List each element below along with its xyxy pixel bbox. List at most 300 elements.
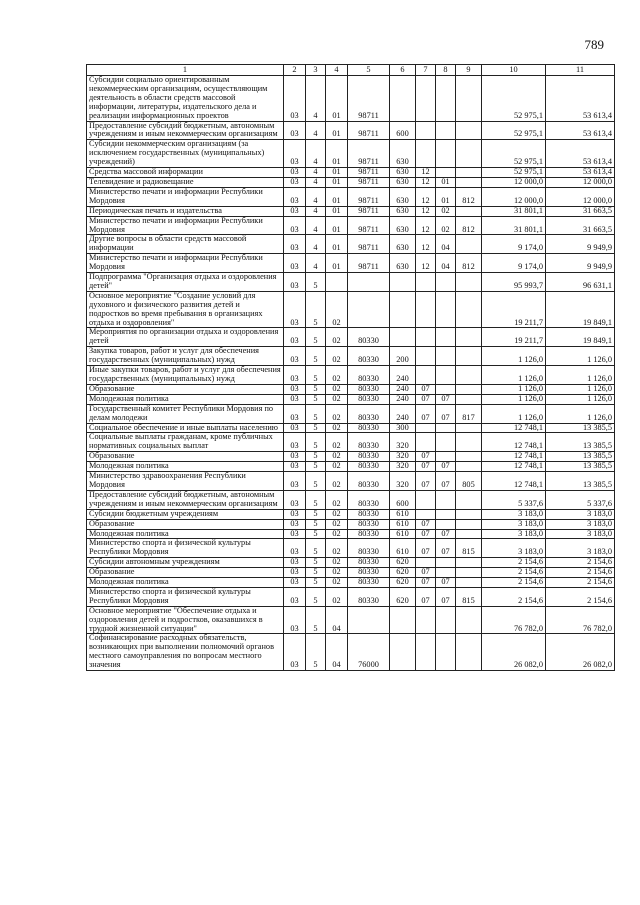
table-body <box>87 76 615 671</box>
code-section-cell <box>416 328 436 347</box>
code-event-cell: 01 <box>326 76 348 122</box>
code-expense-type-cell: 620 <box>390 578 416 588</box>
code-direction-cell: 80330 <box>348 587 390 606</box>
code-ministry-cell <box>456 394 482 404</box>
amount-year-1-cell: 12 748,1 <box>482 433 546 452</box>
code-subsection-cell <box>436 568 456 578</box>
code-expense-type-cell: 630 <box>390 168 416 178</box>
amount-year-1-cell: 19 211,7 <box>482 291 546 328</box>
code-expense-type-cell: 610 <box>390 539 416 558</box>
code-expense-type-cell: 320 <box>390 462 416 472</box>
code-program-cell: 03 <box>284 423 306 433</box>
code-subprogram-cell: 5 <box>306 384 326 394</box>
amount-year-1-cell: 5 337,6 <box>482 490 546 509</box>
code-ministry-cell <box>456 452 482 462</box>
table-row <box>87 394 615 404</box>
code-direction-cell: 80330 <box>348 452 390 462</box>
row-name-cell: Телевидение и радиовещание <box>87 177 284 187</box>
amount-year-2-cell: 53 613,4 <box>546 168 615 178</box>
code-subsection-cell: 07 <box>436 472 456 491</box>
code-event-cell: 02 <box>326 404 348 423</box>
code-program-cell: 03 <box>284 634 306 671</box>
code-expense-type-cell: 600 <box>390 490 416 509</box>
amount-year-1-cell: 3 183,0 <box>482 529 546 539</box>
code-subprogram-cell: 4 <box>306 76 326 122</box>
code-ministry-cell <box>456 328 482 347</box>
code-expense-type-cell: 630 <box>390 140 416 168</box>
code-ministry-cell <box>456 509 482 519</box>
code-expense-type-cell: 620 <box>390 558 416 568</box>
code-section-cell: 12 <box>416 254 436 273</box>
column-header: 1 <box>87 65 284 76</box>
code-event-cell: 02 <box>326 472 348 491</box>
amount-year-1-cell: 1 126,0 <box>482 394 546 404</box>
row-name-cell: Образование <box>87 519 284 529</box>
code-expense-type-cell: 240 <box>390 366 416 385</box>
code-event-cell: 02 <box>326 394 348 404</box>
code-direction-cell <box>348 606 390 634</box>
code-subprogram-cell: 5 <box>306 347 326 366</box>
code-expense-type-cell: 630 <box>390 216 416 235</box>
code-direction-cell: 80330 <box>348 539 390 558</box>
code-direction-cell: 98711 <box>348 168 390 178</box>
table-row <box>87 634 615 671</box>
column-header: 9 <box>456 65 482 76</box>
amount-year-2-cell: 3 183,0 <box>546 529 615 539</box>
code-expense-type-cell: 620 <box>390 568 416 578</box>
page-number: 789 <box>584 37 604 52</box>
table-row <box>87 519 615 529</box>
amount-year-2-cell: 13 385,5 <box>546 462 615 472</box>
code-subprogram-cell: 4 <box>306 216 326 235</box>
code-subprogram-cell: 5 <box>306 568 326 578</box>
table-row <box>87 216 615 235</box>
code-ministry-cell <box>456 206 482 216</box>
row-name-cell: Министерство печати и информации Республики Мордовия <box>87 254 284 273</box>
code-subprogram-cell: 5 <box>306 452 326 462</box>
amount-year-2-cell: 9 949,9 <box>546 254 615 273</box>
code-direction-cell <box>348 291 390 328</box>
code-section-cell: 07 <box>416 568 436 578</box>
amount-year-1-cell: 12 748,1 <box>482 462 546 472</box>
amount-year-1-cell: 12 000,0 <box>482 177 546 187</box>
code-section-cell <box>416 76 436 122</box>
code-section-cell: 07 <box>416 384 436 394</box>
amount-year-2-cell: 13 385,5 <box>546 433 615 452</box>
code-event-cell: 02 <box>326 509 348 519</box>
code-ministry-cell <box>456 634 482 671</box>
code-expense-type-cell: 630 <box>390 177 416 187</box>
amount-year-1-cell: 1 126,0 <box>482 366 546 385</box>
amount-year-2-cell: 76 782,0 <box>546 606 615 634</box>
column-header: 8 <box>436 65 456 76</box>
code-program-cell: 03 <box>284 328 306 347</box>
code-subsection-cell: 07 <box>436 404 456 423</box>
amount-year-2-cell: 3 183,0 <box>546 519 615 529</box>
code-direction-cell: 98711 <box>348 216 390 235</box>
code-section-cell <box>416 433 436 452</box>
code-subprogram-cell: 5 <box>306 529 326 539</box>
amount-year-2-cell: 53 613,4 <box>546 121 615 140</box>
code-ministry-cell: 817 <box>456 404 482 423</box>
code-subprogram-cell: 5 <box>306 423 326 433</box>
code-subsection-cell <box>436 121 456 140</box>
code-program-cell: 03 <box>284 347 306 366</box>
table-row <box>87 558 615 568</box>
amount-year-2-cell: 3 183,0 <box>546 509 615 519</box>
row-name-cell: Подпрограмма "Организация отдыха и оздоровления детей" <box>87 273 284 292</box>
row-name-cell: Основное мероприятие "Создание условий для духовного и физического развития детей и подростков во время пребывания в организациях отдыха и оздоровления" <box>87 291 284 328</box>
code-ministry-cell <box>456 347 482 366</box>
amount-year-2-cell: 31 663,5 <box>546 206 615 216</box>
amount-year-1-cell: 52 975,1 <box>482 140 546 168</box>
amount-year-2-cell: 26 082,0 <box>546 634 615 671</box>
code-subsection-cell: 07 <box>436 529 456 539</box>
code-program-cell: 03 <box>284 384 306 394</box>
amount-year-2-cell: 31 663,5 <box>546 216 615 235</box>
table-row <box>87 509 615 519</box>
code-event-cell: 01 <box>326 254 348 273</box>
code-event-cell: 02 <box>326 328 348 347</box>
code-subsection-cell <box>436 509 456 519</box>
code-subprogram-cell: 5 <box>306 433 326 452</box>
code-event-cell <box>326 273 348 292</box>
row-name-cell: Молодежная политика <box>87 462 284 472</box>
table-row <box>87 529 615 539</box>
code-subprogram-cell: 5 <box>306 519 326 529</box>
code-program-cell: 03 <box>284 216 306 235</box>
amount-year-2-cell: 3 183,0 <box>546 539 615 558</box>
code-section-cell <box>416 606 436 634</box>
code-expense-type-cell: 240 <box>390 384 416 394</box>
code-subsection-cell: 02 <box>436 206 456 216</box>
code-expense-type-cell <box>390 328 416 347</box>
code-program-cell: 03 <box>284 404 306 423</box>
code-subsection-cell: 01 <box>436 187 456 206</box>
column-header: 5 <box>348 65 390 76</box>
code-ministry-cell <box>456 140 482 168</box>
column-header: 7 <box>416 65 436 76</box>
code-ministry-cell <box>456 519 482 529</box>
table-row <box>87 384 615 394</box>
code-expense-type-cell: 320 <box>390 452 416 462</box>
code-ministry-cell <box>456 177 482 187</box>
code-expense-type-cell: 630 <box>390 254 416 273</box>
row-name-cell: Субсидии некоммерческим организациям (за исключением государственных (муниципальных) учреждений) <box>87 140 284 168</box>
code-ministry-cell <box>456 423 482 433</box>
code-event-cell: 02 <box>326 578 348 588</box>
amount-year-1-cell: 31 801,1 <box>482 216 546 235</box>
code-direction-cell: 80330 <box>348 347 390 366</box>
code-subsection-cell: 02 <box>436 216 456 235</box>
table-row <box>87 404 615 423</box>
amount-year-2-cell: 1 126,0 <box>546 347 615 366</box>
row-name-cell: Софинансирование расходных обязательств, возникающих при выполнении полномочий органов местного самоуправления по вопросам местного значения <box>87 634 284 671</box>
table-row <box>87 433 615 452</box>
code-ministry-cell <box>456 578 482 588</box>
amount-year-2-cell: 13 385,5 <box>546 472 615 491</box>
amount-year-1-cell: 95 993,7 <box>482 273 546 292</box>
code-program-cell: 03 <box>284 529 306 539</box>
amount-year-2-cell: 96 631,1 <box>546 273 615 292</box>
code-ministry-cell <box>456 529 482 539</box>
code-expense-type-cell: 630 <box>390 187 416 206</box>
code-section-cell: 07 <box>416 394 436 404</box>
code-program-cell: 03 <box>284 490 306 509</box>
code-event-cell: 02 <box>326 366 348 385</box>
amount-year-1-cell: 1 126,0 <box>482 404 546 423</box>
row-name-cell: Министерство печати и информации Республики Мордовия <box>87 216 284 235</box>
code-expense-type-cell: 300 <box>390 423 416 433</box>
code-subsection-cell <box>436 76 456 122</box>
column-header: 3 <box>306 65 326 76</box>
amount-year-1-cell: 2 154,6 <box>482 578 546 588</box>
budget-table <box>86 64 615 671</box>
code-event-cell: 01 <box>326 216 348 235</box>
code-program-cell: 03 <box>284 452 306 462</box>
code-section-cell: 07 <box>416 578 436 588</box>
code-event-cell: 02 <box>326 462 348 472</box>
code-program-cell: 03 <box>284 235 306 254</box>
code-expense-type-cell: 240 <box>390 404 416 423</box>
amount-year-2-cell: 53 613,4 <box>546 76 615 122</box>
code-section-cell: 07 <box>416 404 436 423</box>
code-event-cell: 01 <box>326 206 348 216</box>
column-header: 6 <box>390 65 416 76</box>
code-event-cell: 02 <box>326 490 348 509</box>
code-subprogram-cell: 5 <box>306 366 326 385</box>
code-expense-type-cell: 610 <box>390 529 416 539</box>
code-subprogram-cell: 5 <box>306 634 326 671</box>
column-header: 2 <box>284 65 306 76</box>
code-expense-type-cell: 630 <box>390 206 416 216</box>
amount-year-1-cell: 2 154,6 <box>482 568 546 578</box>
code-section-cell: 12 <box>416 216 436 235</box>
code-subprogram-cell: 5 <box>306 273 326 292</box>
code-program-cell: 03 <box>284 394 306 404</box>
code-program-cell: 03 <box>284 462 306 472</box>
code-ministry-cell <box>456 235 482 254</box>
code-direction-cell: 98711 <box>348 187 390 206</box>
code-event-cell: 02 <box>326 423 348 433</box>
code-program-cell: 03 <box>284 121 306 140</box>
table-row <box>87 452 615 462</box>
table-row <box>87 490 615 509</box>
code-direction-cell: 80330 <box>348 384 390 394</box>
row-name-cell: Средства массовой информации <box>87 168 284 178</box>
code-section-cell <box>416 509 436 519</box>
code-direction-cell: 98711 <box>348 177 390 187</box>
code-subsection-cell <box>436 452 456 462</box>
code-ministry-cell <box>456 121 482 140</box>
code-direction-cell: 80330 <box>348 433 390 452</box>
code-direction-cell: 80330 <box>348 394 390 404</box>
code-program-cell: 03 <box>284 206 306 216</box>
code-section-cell <box>416 366 436 385</box>
code-event-cell: 02 <box>326 519 348 529</box>
row-name-cell: Молодежная политика <box>87 394 284 404</box>
amount-year-1-cell: 3 183,0 <box>482 519 546 529</box>
code-event-cell: 01 <box>326 121 348 140</box>
code-direction-cell: 80330 <box>348 568 390 578</box>
code-ministry-cell <box>456 384 482 394</box>
table-row <box>87 423 615 433</box>
code-direction-cell: 98711 <box>348 235 390 254</box>
code-section-cell <box>416 121 436 140</box>
code-event-cell: 01 <box>326 235 348 254</box>
amount-year-1-cell: 52 975,1 <box>482 76 546 122</box>
amount-year-2-cell: 13 385,5 <box>546 423 615 433</box>
code-subprogram-cell: 5 <box>306 404 326 423</box>
code-section-cell: 12 <box>416 187 436 206</box>
code-subsection-cell <box>436 423 456 433</box>
amount-year-2-cell: 2 154,6 <box>546 587 615 606</box>
code-expense-type-cell: 630 <box>390 235 416 254</box>
code-section-cell <box>416 140 436 168</box>
table-row <box>87 328 615 347</box>
code-section-cell <box>416 558 436 568</box>
code-ministry-cell <box>456 433 482 452</box>
code-subsection-cell: 01 <box>436 177 456 187</box>
code-expense-type-cell <box>390 273 416 292</box>
code-subprogram-cell: 5 <box>306 558 326 568</box>
code-event-cell: 02 <box>326 452 348 462</box>
code-subprogram-cell: 4 <box>306 254 326 273</box>
code-direction-cell: 98711 <box>348 140 390 168</box>
code-expense-type-cell: 620 <box>390 587 416 606</box>
table-row <box>87 587 615 606</box>
code-subprogram-cell: 5 <box>306 328 326 347</box>
amount-year-2-cell: 19 849,1 <box>546 291 615 328</box>
column-header: 10 <box>482 65 546 76</box>
code-program-cell: 03 <box>284 187 306 206</box>
code-subprogram-cell: 4 <box>306 206 326 216</box>
header-row <box>87 65 615 76</box>
code-event-cell: 02 <box>326 433 348 452</box>
code-program-cell: 03 <box>284 519 306 529</box>
code-direction-cell: 80330 <box>348 509 390 519</box>
table-row <box>87 206 615 216</box>
code-ministry-cell: 812 <box>456 187 482 206</box>
row-name-cell: Социальные выплаты гражданам, кроме публичных нормативных социальных выплат <box>87 433 284 452</box>
code-subsection-cell: 07 <box>436 462 456 472</box>
code-subsection-cell <box>436 347 456 366</box>
code-direction-cell: 76000 <box>348 634 390 671</box>
code-direction-cell: 98711 <box>348 206 390 216</box>
code-program-cell: 03 <box>284 568 306 578</box>
code-section-cell: 12 <box>416 168 436 178</box>
code-subsection-cell <box>436 140 456 168</box>
table-row <box>87 606 615 634</box>
code-subsection-cell: 07 <box>436 539 456 558</box>
amount-year-1-cell: 12 748,1 <box>482 472 546 491</box>
row-name-cell: Предоставление субсидий бюджетным, автономным учреждениям и иным некоммерческим организациям <box>87 121 284 140</box>
row-name-cell: Молодежная политика <box>87 578 284 588</box>
code-expense-type-cell <box>390 76 416 122</box>
row-name-cell: Государственный комитет Республики Мордовия по делам молодежи <box>87 404 284 423</box>
code-event-cell: 01 <box>326 187 348 206</box>
code-ministry-cell: 812 <box>456 216 482 235</box>
amount-year-1-cell: 76 782,0 <box>482 606 546 634</box>
code-program-cell: 03 <box>284 291 306 328</box>
code-subprogram-cell: 5 <box>306 606 326 634</box>
row-name-cell: Министерство спорта и физической культуры Республики Мордовия <box>87 539 284 558</box>
code-event-cell: 04 <box>326 606 348 634</box>
code-expense-type-cell: 600 <box>390 121 416 140</box>
code-ministry-cell <box>456 291 482 328</box>
code-direction-cell: 80330 <box>348 490 390 509</box>
code-ministry-cell <box>456 462 482 472</box>
row-name-cell: Министерство спорта и физической культуры Республики Мордовия <box>87 587 284 606</box>
amount-year-1-cell: 3 183,0 <box>482 509 546 519</box>
amount-year-1-cell: 12 748,1 <box>482 423 546 433</box>
row-name-cell: Другие вопросы в области средств массовой информации <box>87 235 284 254</box>
amount-year-1-cell: 52 975,1 <box>482 168 546 178</box>
code-subsection-cell <box>436 490 456 509</box>
code-ministry-cell: 812 <box>456 254 482 273</box>
amount-year-2-cell: 5 337,6 <box>546 490 615 509</box>
row-name-cell: Образование <box>87 452 284 462</box>
code-direction-cell: 80330 <box>348 578 390 588</box>
code-direction-cell <box>348 273 390 292</box>
code-subprogram-cell: 4 <box>306 168 326 178</box>
code-section-cell: 07 <box>416 519 436 529</box>
code-direction-cell: 80330 <box>348 366 390 385</box>
code-program-cell: 03 <box>284 366 306 385</box>
row-name-cell: Министерство печати и информации Республики Мордовия <box>87 187 284 206</box>
amount-year-2-cell: 1 126,0 <box>546 384 615 394</box>
row-name-cell: Закупка товаров, работ и услуг для обеспечения государственных (муниципальных) нужд <box>87 347 284 366</box>
code-ministry-cell <box>456 273 482 292</box>
code-section-cell: 07 <box>416 452 436 462</box>
code-expense-type-cell: 610 <box>390 519 416 529</box>
code-expense-type-cell: 320 <box>390 433 416 452</box>
code-direction-cell: 80330 <box>348 462 390 472</box>
table-row <box>87 578 615 588</box>
amount-year-1-cell: 1 126,0 <box>482 347 546 366</box>
code-event-cell: 02 <box>326 529 348 539</box>
code-direction-cell: 80330 <box>348 558 390 568</box>
amount-year-2-cell: 1 126,0 <box>546 404 615 423</box>
table-row <box>87 366 615 385</box>
code-event-cell: 02 <box>326 587 348 606</box>
amount-year-1-cell: 12 000,0 <box>482 187 546 206</box>
code-expense-type-cell: 610 <box>390 509 416 519</box>
code-event-cell: 01 <box>326 140 348 168</box>
code-program-cell: 03 <box>284 254 306 273</box>
code-expense-type-cell: 200 <box>390 347 416 366</box>
code-subprogram-cell: 5 <box>306 539 326 558</box>
table-row <box>87 235 615 254</box>
code-subsection-cell: 07 <box>436 394 456 404</box>
row-name-cell: Иные закупки товаров, работ и услуг для обеспечения государственных (муниципальных) нужд <box>87 366 284 385</box>
table-row <box>87 273 615 292</box>
row-name-cell: Молодежная политика <box>87 529 284 539</box>
code-program-cell: 03 <box>284 539 306 558</box>
row-name-cell: Социальное обеспечение и иные выплаты населению <box>87 423 284 433</box>
row-name-cell: Министерство здравоохранения Республики Мордовия <box>87 472 284 491</box>
code-event-cell: 01 <box>326 168 348 178</box>
code-expense-type-cell: 320 <box>390 472 416 491</box>
code-subsection-cell <box>436 384 456 394</box>
code-program-cell: 03 <box>284 273 306 292</box>
table-row <box>87 472 615 491</box>
amount-year-1-cell: 19 211,7 <box>482 328 546 347</box>
code-program-cell: 03 <box>284 558 306 568</box>
amount-year-2-cell: 1 126,0 <box>546 366 615 385</box>
amount-year-2-cell: 2 154,6 <box>546 568 615 578</box>
code-direction-cell: 80330 <box>348 529 390 539</box>
